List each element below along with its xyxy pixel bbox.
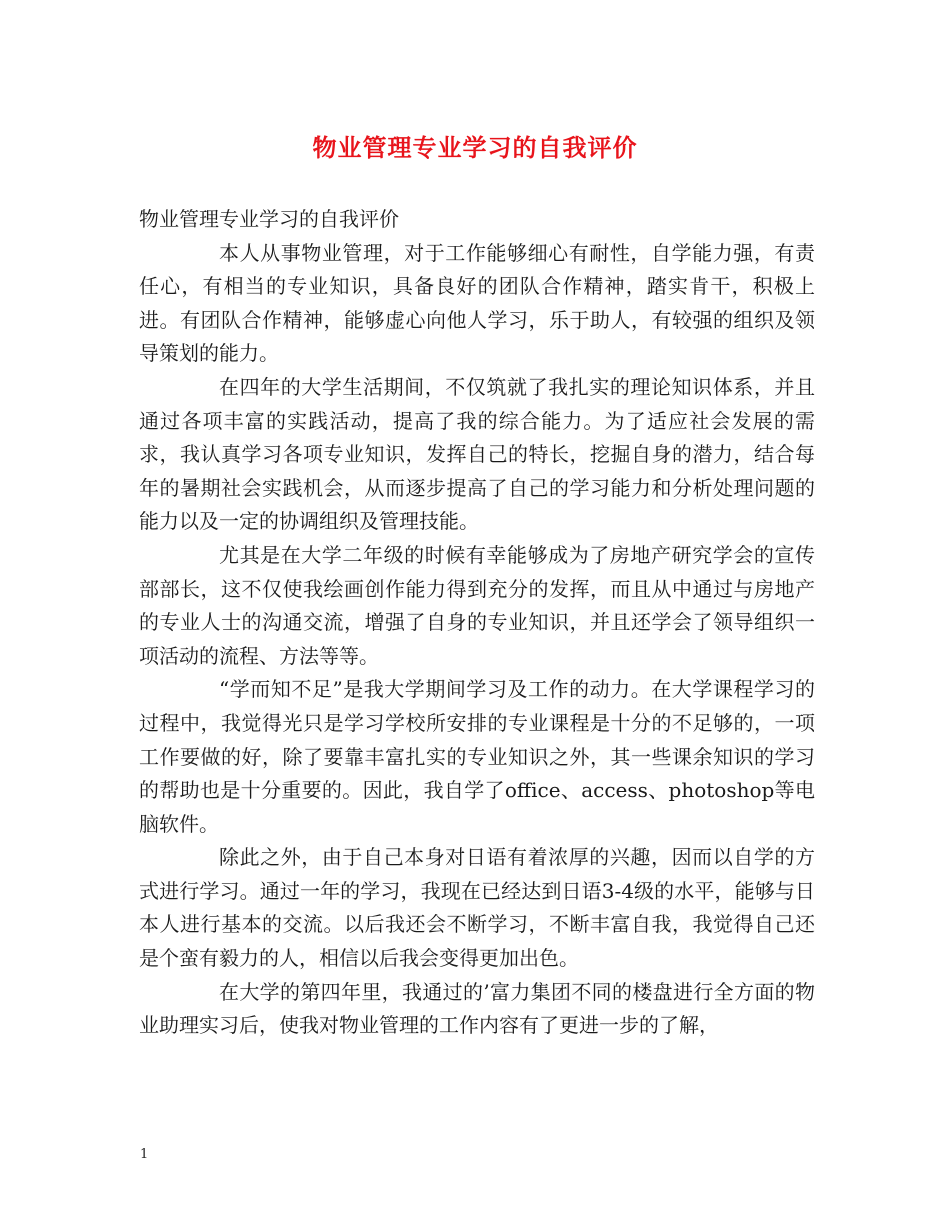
paragraph-1: 本人从事物业管理，对于工作能够细心有耐性，自学能力强，有责任心，有相当的专业知识，具备良好的团队合作精神，踏实肯干，积极上进。有团队合作精神，能够虚心向他人学习，乐于助人，有较强的组织及领导策划的能力。 [139, 240, 815, 366]
paragraph-4: “学而知不足”是我大学期间学习及工作的动力。在大学课程学习的过程中，我觉得光只是学习学校所安排的专业课程是十分的不足够的，一项工作要做的好，除了要靠丰富扎实的专业知识之外，其一些课余知识的学习的帮助也是十分重要的。因此，我自学了office、access、photoshop等电脑软件。 [139, 677, 815, 836]
paragraph-2: 在四年的大学生活期间，不仅筑就了我扎实的理论知识体系，并且通过各项丰富的实践活动，提高了我的综合能力。为了适应社会发展的需求，我认真学习各项专业知识，发挥自己的特长，挖掘自身的潜力，结合每年的暑期社会实践机会，从而逐步提高了自己的学习能力和分析处理问题的能力以及一定的协调组织及管理技能。 [139, 374, 815, 534]
page-title: 物业管理专业学习的自我评价 [312, 133, 638, 162]
lead-line: 物业管理专业学习的自我评价 [139, 207, 399, 231]
paragraph-5: 除此之外，由于自己本身对日语有着浓厚的兴趣，因而以自学的方式进行学习。通过一年的学习，我现在已经达到日语3-4级的水平，能够与日本人进行基本的交流。以后我还会不断学习，不断丰富自我，我觉得自己还是个蛮有毅力的人，相信以后我会变得更加出色。 [139, 845, 815, 971]
paragraph-3: 尤其是在大学二年级的时候有幸能够成为了房地产研究学会的宣传部部长，这不仅使我绘画创作能力得到充分的发挥，而且从中通过与房地产的专业人士的沟通交流，增强了自身的专业知识，并且还学会了领导组织一项活动的流程、方法等等。 [139, 542, 815, 668]
document-body [139, 203, 815, 1043]
page-number: 1 [140, 1147, 149, 1162]
paragraph-6: 在大学的第四年里，我通过的’富力集团不同的楼盘进行全方面的物业助理实习后，使我对物业管理的工作内容有了更进一步的了解， [139, 979, 815, 1038]
